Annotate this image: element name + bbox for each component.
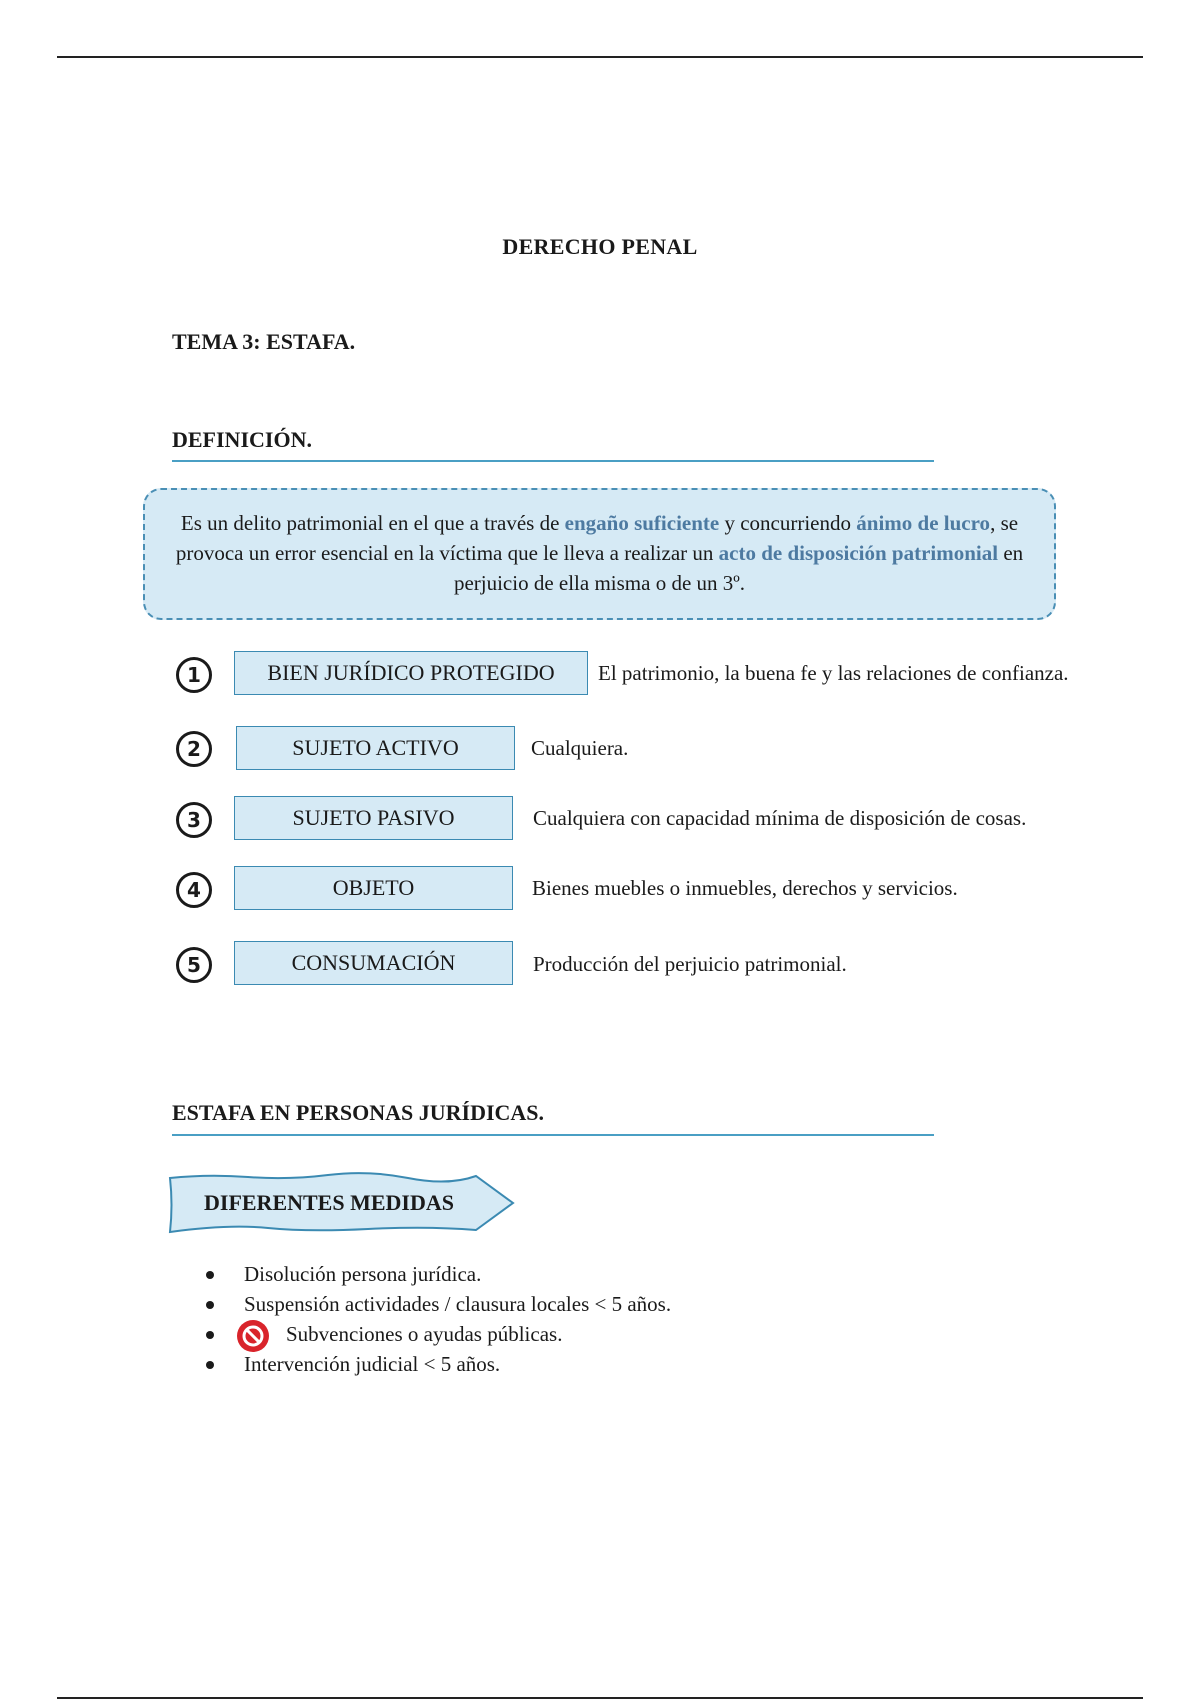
number-1-circle: 1 xyxy=(176,657,212,693)
list-item-text: Intervención judicial < 5 años. xyxy=(244,1352,501,1376)
topic-title: TEMA 3: ESTAFA. xyxy=(172,329,356,354)
number-4-circle: 4 xyxy=(176,872,212,908)
definition-highlight: engaño suficiente xyxy=(564,511,720,535)
description-sujeto-pasivo: Cualquiera con capacidad mínima de disposición de cosas. xyxy=(533,806,1027,830)
number-2-circle: 2 xyxy=(176,731,212,767)
definition-segment: en perjuicio de ella misma o de un 3º. xyxy=(453,541,1024,595)
definition-segment: , se provoca un error esencial en la víctima que le lleva a realizar un xyxy=(175,511,1019,565)
legal-persons-heading: ESTAFA EN PERSONAS JURÍDICAS. xyxy=(172,1100,545,1125)
definition-heading: DEFINICIÓN. xyxy=(172,427,312,452)
label-sujeto-pasivo: SUJETO PASIVO xyxy=(234,796,513,840)
definition-heading-rule xyxy=(172,460,934,462)
definition-segment: y concurriendo xyxy=(719,511,857,535)
label-bien-juridico-protegido: BIEN JURÍDICO PROTEGIDO xyxy=(234,651,588,695)
tag-label: DIFERENTES MEDIDAS xyxy=(204,1190,454,1215)
definition-highlight: acto de disposición patrimonial xyxy=(718,541,999,565)
list-item-text: Suspensión actividades / clausura locales < 5 años. xyxy=(244,1292,672,1316)
diferentes-medidas-tag xyxy=(168,1170,516,1236)
number-3-circle: 3 xyxy=(176,802,212,838)
definition-segment: Es un delito patrimonial en el que a través de xyxy=(180,511,565,535)
description-objeto: Bienes muebles o inmuebles, derechos y servicios. xyxy=(532,876,958,900)
bottom-rule xyxy=(57,1697,1143,1699)
label-sujeto-activo: SUJETO ACTIVO xyxy=(236,726,515,770)
prohibited-icon xyxy=(236,1319,270,1353)
description-bien-juridico: El patrimonio, la buena fe y las relaciones de confianza. xyxy=(598,661,1069,685)
definition-box xyxy=(143,488,1056,620)
bullet-icon xyxy=(206,1361,214,1369)
definition-highlight: ánimo de lucro xyxy=(856,511,991,535)
document-title: DERECHO PENAL xyxy=(502,234,698,259)
description-sujeto-activo: Cualquiera. xyxy=(531,736,629,760)
label-objeto: OBJETO xyxy=(234,866,513,910)
label-consumacion: CONSUMACIÓN xyxy=(234,941,513,985)
number-5-circle: 5 xyxy=(176,947,212,983)
bullet-icon xyxy=(206,1301,214,1309)
list-item-text: Subvenciones o ayudas públicas. xyxy=(286,1322,563,1346)
description-consumacion: Producción del perjuicio patrimonial. xyxy=(533,952,847,976)
list-item-text: Disolución persona jurídica. xyxy=(244,1262,482,1286)
legal-persons-heading-rule xyxy=(172,1134,934,1136)
bullet-icon xyxy=(206,1271,214,1279)
definition-text xyxy=(176,511,1023,595)
top-rule xyxy=(57,56,1143,58)
bullet-icon xyxy=(206,1331,214,1339)
